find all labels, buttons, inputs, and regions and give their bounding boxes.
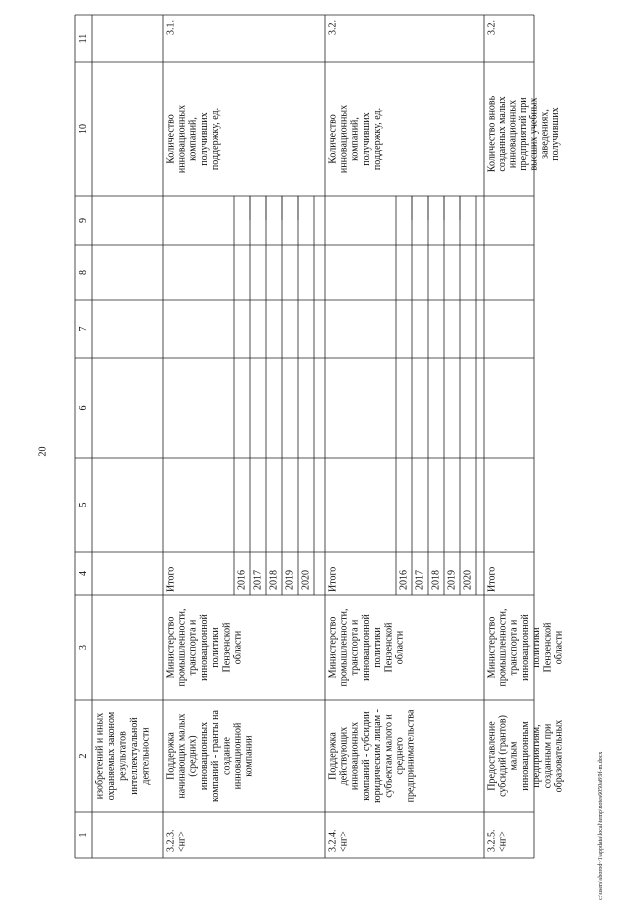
measure-text: созданным при xyxy=(542,723,554,789)
column-number: 8 xyxy=(77,270,89,275)
executor-text: политики xyxy=(210,627,222,668)
year-label: 2017 xyxy=(414,570,426,590)
measure-text: инновационным xyxy=(519,721,531,791)
footer-file-path-text: c:\users\sborod~1\appdata\local\temp\notes6050a8\9f-m.docx xyxy=(598,751,604,900)
measure-text: субсидий (грантов) xyxy=(497,715,509,797)
year-label: 2019 xyxy=(284,570,296,590)
total-label: Итого xyxy=(486,566,498,592)
total-label: Итого xyxy=(327,566,339,592)
indicator-text: инновационных xyxy=(338,104,350,174)
measure-text: создание xyxy=(221,737,233,775)
measure-text: образовательных xyxy=(553,719,565,793)
measure-text: Поддержка xyxy=(165,732,177,780)
indicator-text: высших учебных xyxy=(528,97,540,171)
indicator-text: поддержку, ед. xyxy=(372,107,384,171)
executor-text: Министерство xyxy=(165,616,177,679)
carryover-measure-text: охраняемых законом xyxy=(105,711,117,801)
goal-code: 3.2. xyxy=(486,20,498,35)
column-number: 4 xyxy=(77,571,89,576)
executor-text: промышленности, xyxy=(176,608,188,687)
measure-text: действующих xyxy=(338,726,350,786)
year-label: 2018 xyxy=(430,570,442,590)
measure-text: компаний - гранты на xyxy=(210,710,222,802)
column-number: 3 xyxy=(77,645,89,650)
year-label: 2016 xyxy=(236,570,248,590)
measure-text: начинающих малых xyxy=(176,713,188,799)
indicator-text: Количество xyxy=(327,114,339,164)
executor-text: Пензенской xyxy=(542,622,554,673)
row-id: 3.2.5. xyxy=(486,829,498,852)
executor-text: области xyxy=(394,630,406,665)
measure-text: компаний - субсидии xyxy=(360,711,372,801)
carryover-measure-text: изобретений и иных xyxy=(94,712,106,800)
indicator-text: поддержку, ед. xyxy=(210,107,222,171)
column-number: 9 xyxy=(77,218,89,223)
executor-text: инновационной xyxy=(198,614,210,681)
year-label: 2016 xyxy=(398,570,410,590)
total-label: Итого xyxy=(165,566,177,592)
year-label: 2020 xyxy=(462,570,474,590)
executor-text: области xyxy=(553,630,565,665)
executor-text: политики xyxy=(531,627,543,668)
column-number: 6 xyxy=(77,405,89,411)
measure-text: юридическим лицам - xyxy=(372,709,384,803)
executor-text: области xyxy=(232,630,244,665)
table-text xyxy=(78,20,565,852)
year-label: 2019 xyxy=(446,570,458,590)
executor-text: транспорта и xyxy=(187,619,199,676)
indicator-text: инновационных xyxy=(176,104,188,174)
column-number: 5 xyxy=(77,502,89,508)
indicator-text: инновационных xyxy=(507,99,519,169)
measure-text: инновационных xyxy=(198,721,210,791)
measure-text: (средних) xyxy=(187,735,199,777)
measure-text: Предоставление xyxy=(486,721,498,791)
indicator-text: компаний, xyxy=(349,117,361,161)
indicator-text: созданных малых xyxy=(496,96,508,172)
measure-text: предпринимательства xyxy=(405,709,417,803)
executor-text: политики xyxy=(372,627,384,668)
measure-text: компании xyxy=(243,735,255,777)
executor-text: транспорта и xyxy=(508,619,520,676)
executor-text: инновационной xyxy=(519,614,531,681)
column-number: 1 xyxy=(77,832,89,838)
indicator-text: получивших xyxy=(360,112,372,166)
indicator-text: компаний, xyxy=(187,117,199,161)
goal-code: 3.1. xyxy=(165,20,177,35)
row-id-tag: <нг> xyxy=(176,831,188,852)
measure-text: предприятиям, xyxy=(531,724,543,788)
measure-text: инновационных xyxy=(349,721,361,791)
measure-text: субъектам малого и xyxy=(383,714,395,798)
executor-text: Министерство xyxy=(486,616,498,679)
executor-text: Министерство xyxy=(327,616,339,679)
carryover-measure-text: деятельности xyxy=(140,727,152,785)
measure-text: Поддержка xyxy=(327,732,339,780)
carryover-measure-text: интеллектуальной xyxy=(129,717,141,795)
executor-text: промышленности, xyxy=(338,608,350,687)
row-id: 3.2.3. xyxy=(165,829,177,852)
year-label: 2018 xyxy=(268,570,280,590)
measure-text: малым xyxy=(508,741,520,771)
goal-code: 3.2. xyxy=(327,20,339,35)
indicator-text: заведениях, xyxy=(539,109,551,159)
executor-text: транспорта и xyxy=(349,619,361,676)
measure-text: среднего xyxy=(394,737,406,775)
executor-text: инновационной xyxy=(360,614,372,681)
carryover-measure-text: результатов xyxy=(117,731,129,781)
executor-text: Пензенской xyxy=(221,622,233,673)
column-number: 11 xyxy=(77,33,89,44)
executor-text: промышленности, xyxy=(497,608,509,687)
column-number: 2 xyxy=(77,753,89,759)
page-number: 20 xyxy=(37,446,49,457)
indicator-text: Количество вновь xyxy=(486,95,498,173)
indicator-text: получивших xyxy=(549,107,561,161)
indicator-text: предприятий при xyxy=(518,97,530,171)
column-number: 7 xyxy=(77,326,89,332)
row-id: 3.2.4. xyxy=(327,829,339,852)
year-label: 2020 xyxy=(300,570,312,590)
indicator-text: получивших xyxy=(198,112,210,166)
row-id-tag: <нг> xyxy=(338,831,350,852)
executor-text: Пензенской xyxy=(383,622,395,673)
year-label: 2017 xyxy=(252,570,264,590)
column-number: 10 xyxy=(77,124,89,134)
measure-text: инновационной xyxy=(232,722,244,790)
row-id-tag: <нг> xyxy=(497,831,509,852)
indicator-text: Количество xyxy=(165,114,177,164)
